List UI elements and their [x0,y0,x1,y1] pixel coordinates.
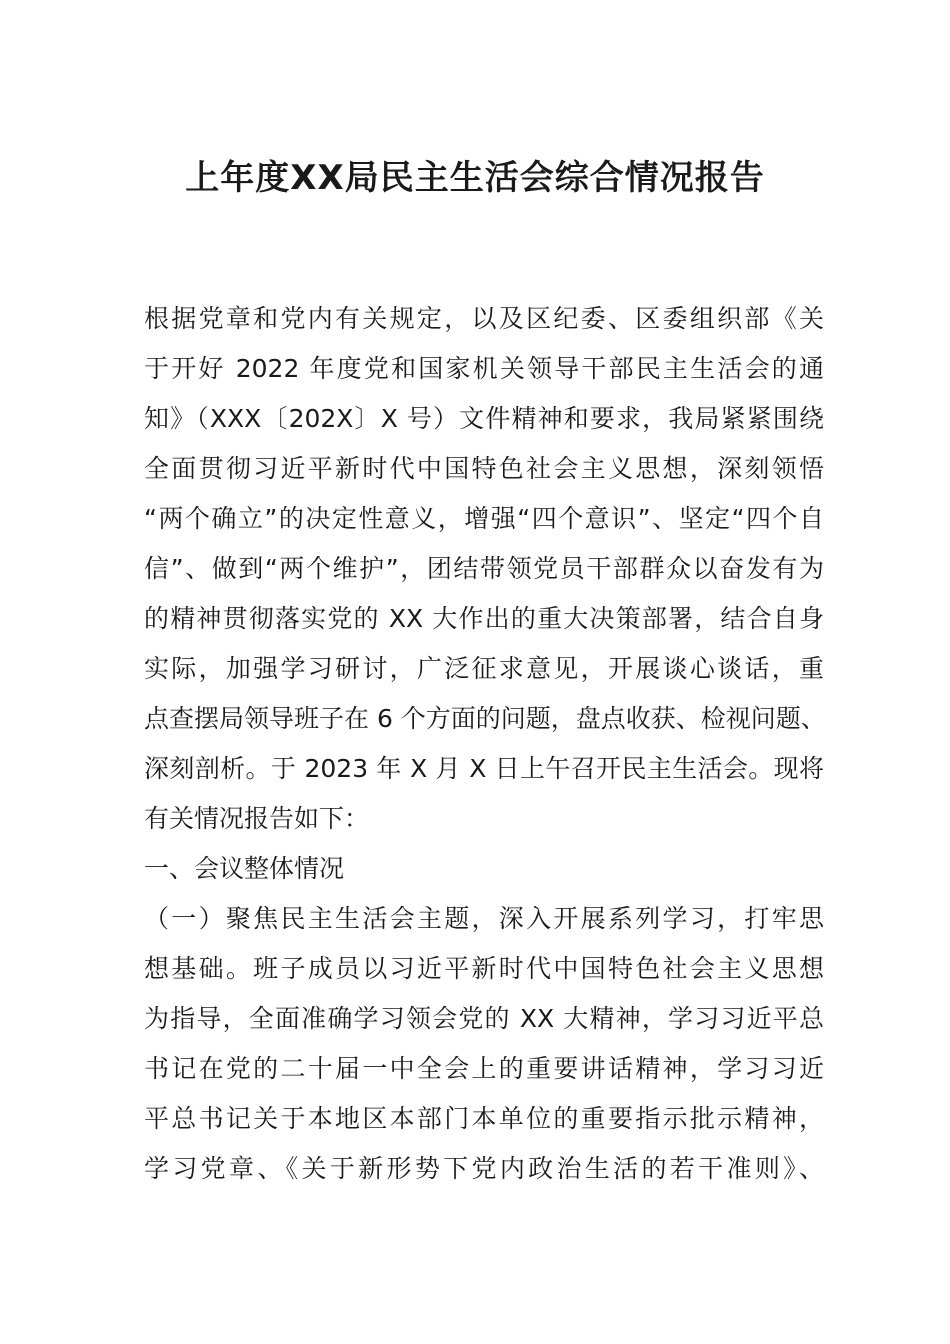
document-body [144,294,824,1194]
body-line: 信”、做到“两个维护”，团结带领党员干部群众以奋发有为 [144,554,824,583]
body-line: “两个确立”的决定性意义，增强“四个意识”、坚定“四个自 [144,504,824,533]
section-heading: 一、会议整体情况 [144,854,345,883]
body-line: 根据党章和党内有关规定，以及区纪委、区委组织部《关 [144,304,824,333]
body-line: 书记在党的二十届一中全会上的重要讲话精神，学习习近 [144,1054,824,1083]
body-line: 为指导，全面准确学习领会党的 XX 大精神，学习习近平总 [144,1004,824,1033]
body-line: 有关情况报告如下： [144,804,370,833]
body-line: 学习党章、《关于新形势下党内政治生活的若干准则》、 [144,1154,824,1183]
body-line: 深刻剖析。于 2023 年 X 月 X 日上午召开民主生活会。现将 [144,754,824,783]
body-line: 平总书记关于本地区本部门本单位的重要指示批示精神， [144,1104,824,1133]
body-line: 全面贯彻习近平新时代中国特色社会主义思想，深刻领悟 [144,454,824,483]
body-line: 于开好 2022 年度党和国家机关领导干部民主生活会的通 [144,354,824,383]
body-line: 的精神贯彻落实党的 XX 大作出的重大决策部署，结合自身 [144,604,824,633]
body-line: 实际，加强学习研讨，广泛征求意见，开展谈心谈话，重 [144,654,824,683]
body-line: 想基础。班子成员以习近平新时代中国特色社会主义思想 [144,954,824,983]
document-title: 上年度XX局民主生活会综合情况报告 [185,158,765,198]
body-line: 点查摆局领导班子在 6 个方面的问题，盘点收获、检视问题、 [144,704,826,733]
body-line: （一）聚焦民主生活会主题，深入开展系列学习，打牢思 [144,904,824,933]
body-line: 知》（XXX〔202X〕X 号）文件精神和要求，我局紧紧围绕 [144,404,824,433]
